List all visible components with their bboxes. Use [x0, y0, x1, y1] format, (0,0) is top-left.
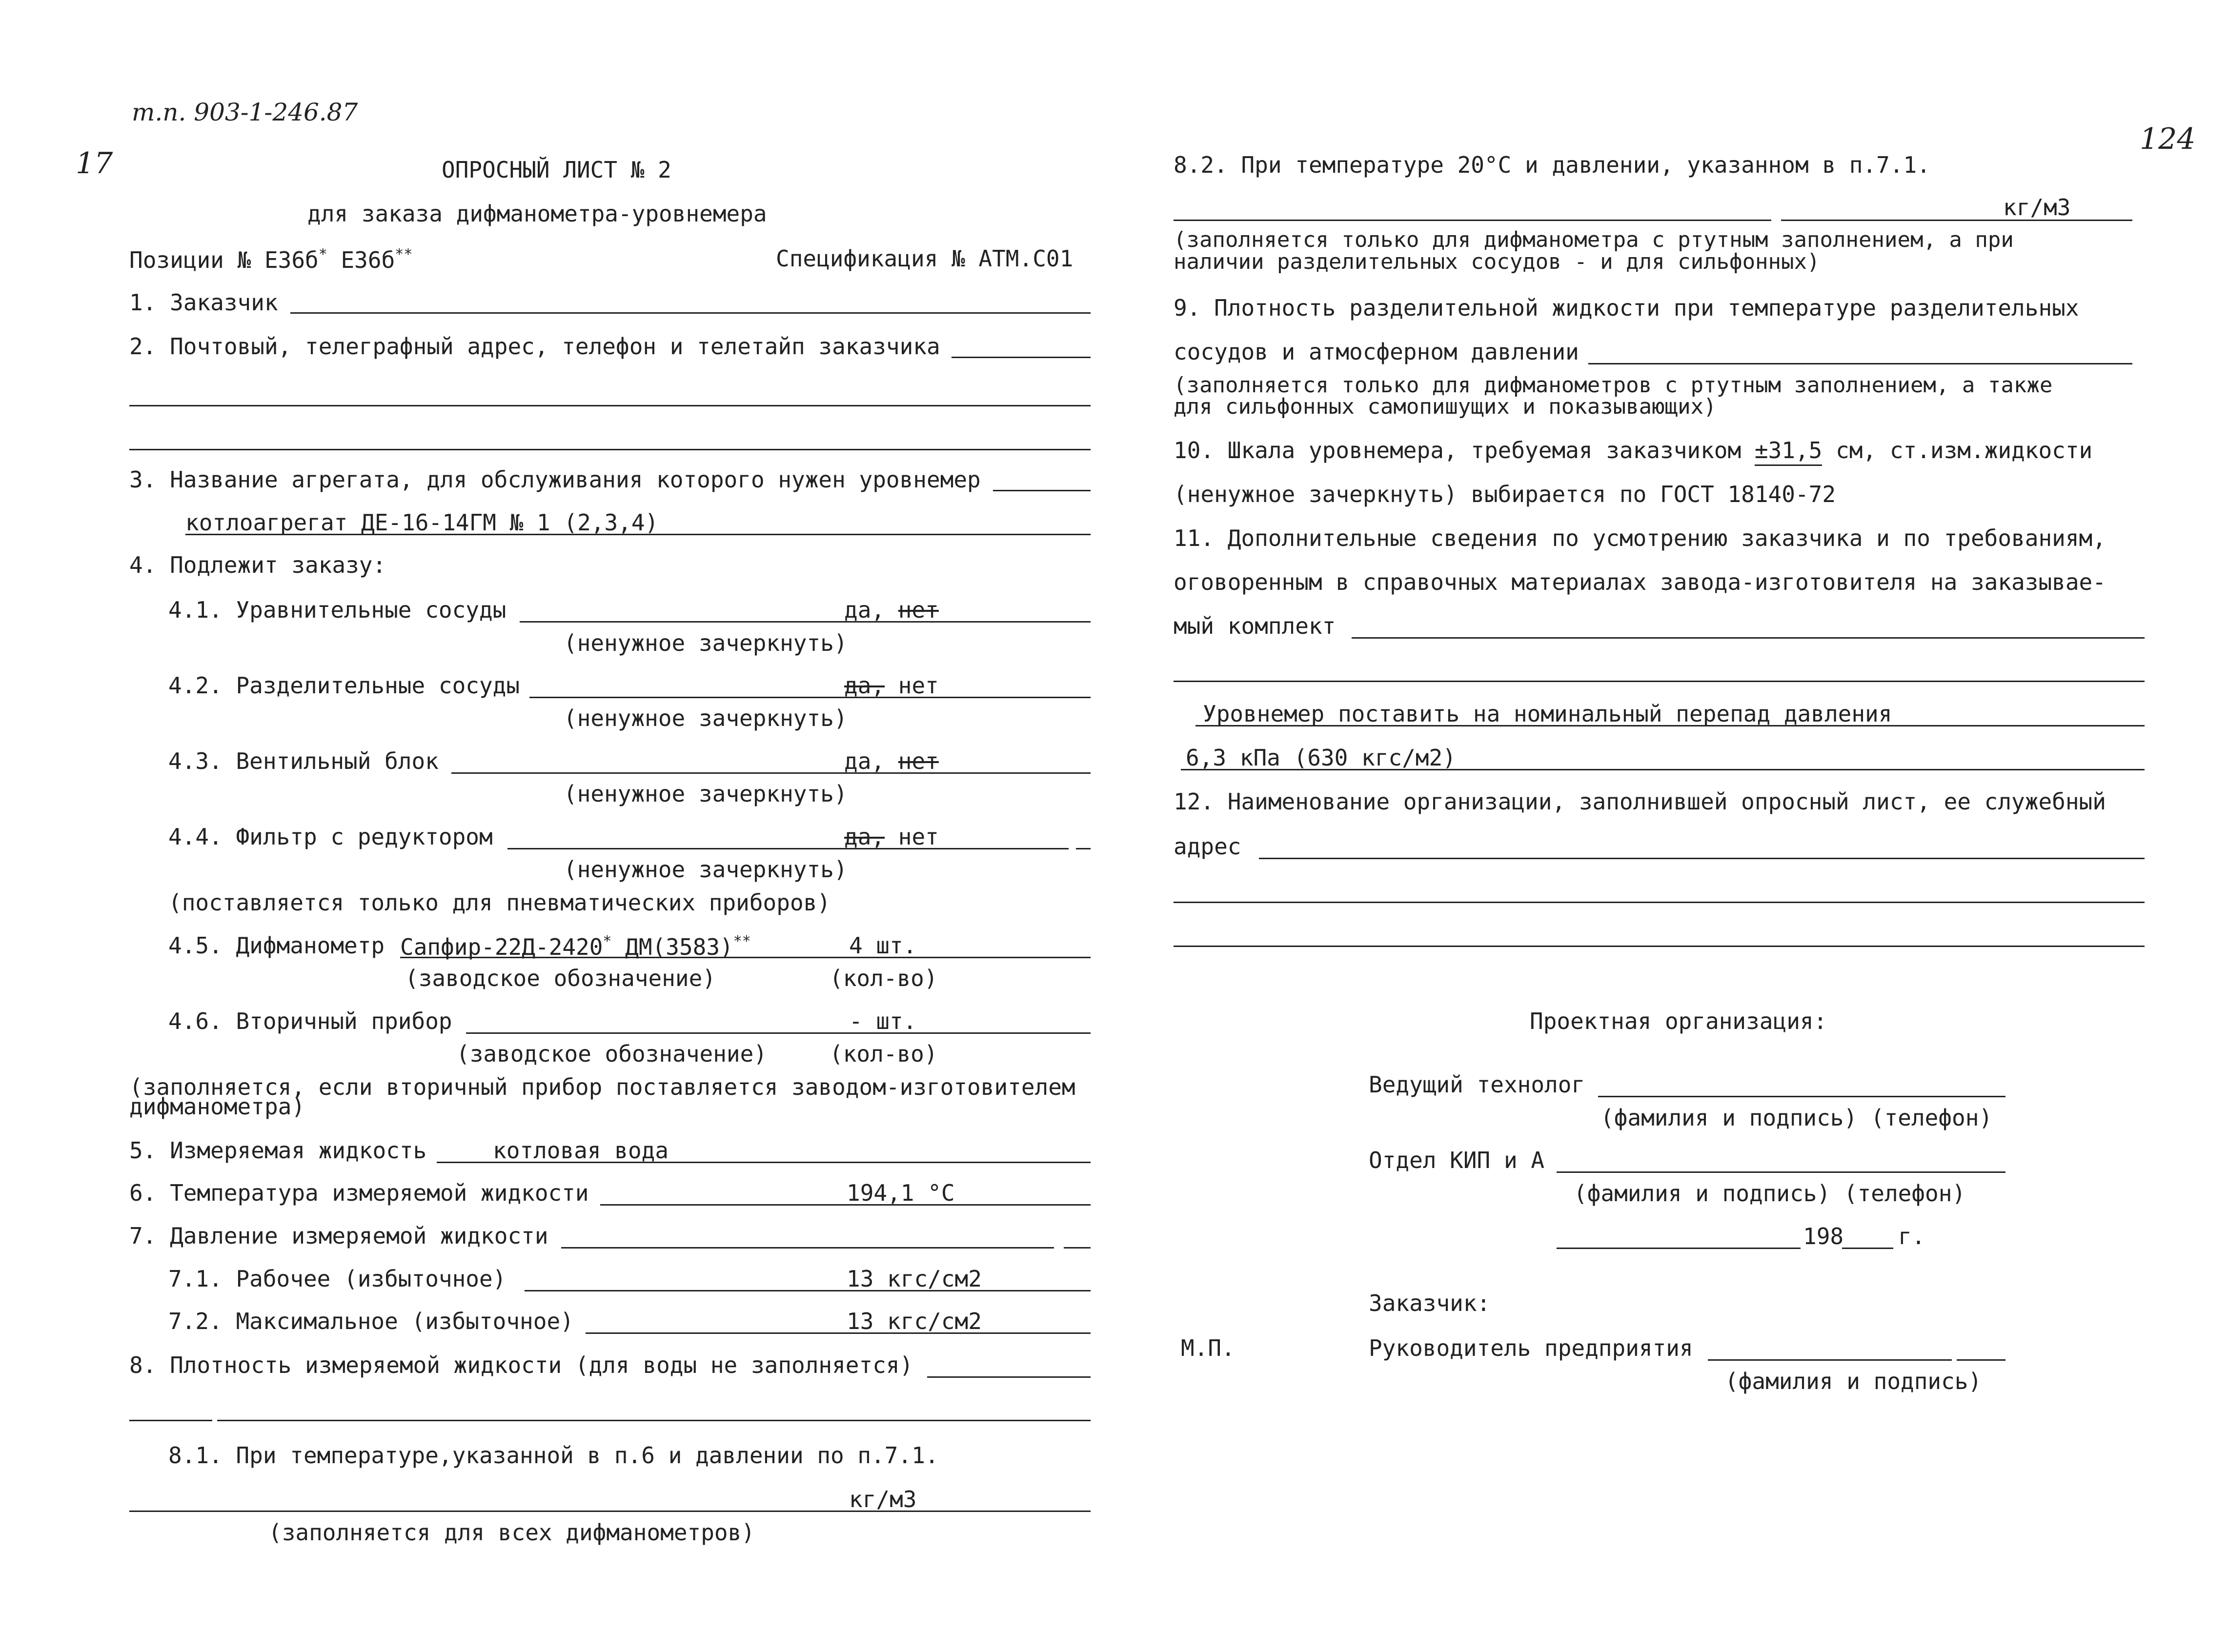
item-8-1-unit: кг/м3 [849, 1486, 917, 1512]
item-3-unit: 3. Название агрегата, для обслуживания которого нужен уровнемер [129, 466, 981, 493]
item-4-4-choice: да, нет [844, 824, 939, 850]
item-11-cont: оговоренным в справочных материалах завода-изготовителя на заказывае- [1174, 569, 2106, 595]
item-4-5-quantity: 4 шт. [849, 932, 917, 959]
item-11-cont-2: мый комплект [1174, 613, 1336, 639]
item-4-3-note: (ненужное зачеркнуть) [564, 781, 848, 807]
item-6-value: 194,1 °С [847, 1180, 955, 1206]
item-12-organization: 12. Наименование организации, заполнившей опросный лист, ее служебный [1174, 788, 2106, 815]
date-year-suffix: г. [1898, 1223, 1925, 1249]
design-organization: Проектная организация: [1530, 1008, 1827, 1034]
item-8-2-unit: кг/м3 [2003, 194, 2071, 221]
pneumatic-note: (поставляется только для пневматических приборов) [168, 889, 831, 916]
item-7-2-maximum: 7.2. Максимальное (избыточное) [168, 1308, 574, 1334]
item-12-address: адрес [1174, 833, 1241, 860]
item-10-gost: (ненужное зачеркнуть) выбирается по ГОСТ 18140-72 [1174, 481, 1836, 507]
item-4-6-secondary-device: 4.6. Вторичный прибор [168, 1008, 452, 1034]
date-year: 198 [1803, 1223, 1844, 1249]
kip-department-caption: (фамилия и подпись) (телефон) [1574, 1180, 1966, 1207]
director-caption: (фамилия и подпись) [1725, 1368, 1982, 1394]
item-9-note-cont: для сильфонных самопишущих и показывающих) [1174, 394, 1717, 419]
specification: Спецификация № АТМ.С01 [776, 245, 1073, 272]
item-4-2-choice: да, нет [844, 672, 939, 699]
form-title: ОПРОСНЫЙ ЛИСТ № 2 [442, 157, 671, 183]
item-4-4-note: (ненужное зачеркнуть) [564, 856, 848, 883]
item-4-4-filter-reducer: 4.4. Фильтр с редуктором [168, 824, 493, 850]
item-11-value-cont: 6,3 кПа (630 кгс/м2) [1186, 745, 1456, 771]
item-8-1-density: 8.1. При температуре,указанной в п.6 и давлении по п.7.1. [168, 1442, 939, 1469]
lead-technologist: Ведущий технолог [1369, 1071, 1585, 1098]
factory-designation-label: (заводское обозначение) [405, 965, 716, 991]
item-9-cont: сосудов и атмосферном давлении [1174, 339, 1579, 365]
positions: Позиции № Е36б* Е36б** [129, 246, 413, 273]
item-10-scale: 10. Шкала уровнемера, требуемая заказчиком ±31,5 см, ст.изм.жидкости [1174, 439, 2092, 462]
item-7-2-value: 13 кгс/см2 [847, 1308, 982, 1334]
item-9-separating-liquid: 9. Плотность разделительной жидкости при температуре разделительных [1174, 295, 2079, 321]
item-4-1-choice: да, нет [844, 597, 939, 623]
secondary-note-cont: дифманометра) [129, 1093, 305, 1120]
item-1-customer: 1. Заказчик [129, 289, 278, 316]
left-page-number: 17 [76, 146, 113, 181]
item-4-2-note: (ненужное зачеркнуть) [564, 705, 848, 731]
item-3-value: котлоагрегат ДЕ-16-14ГМ № 1 (2,3,4) [185, 509, 659, 536]
item-8-2-density-20c: 8.2. При температуре 20°С и давлении, указанном в п.7.1. [1174, 152, 1930, 178]
customer-label: Заказчик: [1369, 1290, 1491, 1316]
quantity-label-2: (кол-во) [830, 1041, 938, 1067]
item-11-value: Уровнемер поставить на номинальный перепад давления [1203, 701, 1892, 727]
item-4-2-separating-vessels: 4.2. Разделительные сосуды [168, 672, 520, 699]
document-number: т.п. 903-1-246.87 [132, 98, 358, 126]
item-4-5-diff-manometer: 4.5. Дифманометр [168, 932, 385, 959]
item-4-3-valve-block: 4.3. Вентильный блок [168, 748, 439, 774]
item-8-2-note-cont: наличии разделительных сосудов - и для сильфонных) [1174, 249, 1820, 274]
item-5-value: котловая вода [493, 1137, 669, 1164]
item-7-1-working: 7.1. Рабочее (избыточное) [168, 1266, 506, 1292]
item-5-liquid: 5. Измеряемая жидкость [129, 1137, 427, 1164]
item-4-order: 4. Подлежит заказу: [129, 552, 386, 578]
stamp-place: М.П. [1181, 1335, 1235, 1361]
form-subtitle: для заказа дифманометра-уровнемера [307, 201, 767, 227]
right-page-number: 124 [2140, 122, 2196, 156]
factory-designation-label-2: (заводское обозначение) [456, 1041, 767, 1067]
item-7-pressure: 7. Давление измеряемой жидкости [129, 1223, 548, 1249]
kip-department: Отдел КИП и А [1369, 1147, 1545, 1173]
item-7-1-value: 13 кгс/см2 [847, 1266, 982, 1292]
item-8-1-note: (заполняется для всех дифманометров) [268, 1519, 755, 1546]
item-4-3-choice: да, нет [844, 748, 939, 774]
item-6-temperature: 6. Температура измеряемой жидкости [129, 1180, 589, 1206]
item-2-address: 2. Почтовый, телеграфный адрес, телефон и телетайп заказчика [129, 333, 940, 360]
item-8-density: 8. Плотность измеряемой жидкости (для воды не заполняется) [129, 1352, 913, 1378]
item-4-1-note: (ненужное зачеркнуть) [564, 630, 848, 656]
quantity-label: (кол-во) [830, 965, 938, 991]
item-4-5-model: Сапфир-22Д-2420* ДМ(3583)** [400, 933, 751, 960]
secondary-note: (заполняется, если вторичный прибор поставляется заводом-изготовителем [129, 1074, 1075, 1100]
lead-technologist-caption: (фамилия и подпись) (телефон) [1600, 1105, 1993, 1131]
item-4-1-equalizing-vessels: 4.1. Уравнительные сосуды [168, 597, 506, 623]
item-11-additional: 11. Дополнительные сведения по усмотрению заказчика и по требованиям, [1174, 525, 2106, 551]
enterprise-director: Руководитель предприятия [1369, 1335, 1693, 1361]
item-4-6-quantity: - шт. [849, 1008, 917, 1034]
item-8-2-note: (заполняется только для дифманометра с ртутным заполнением, а при [1174, 227, 2014, 252]
item-9-note: (заполняется только для дифманометров с ртутным заполнением, а также [1174, 373, 2053, 398]
